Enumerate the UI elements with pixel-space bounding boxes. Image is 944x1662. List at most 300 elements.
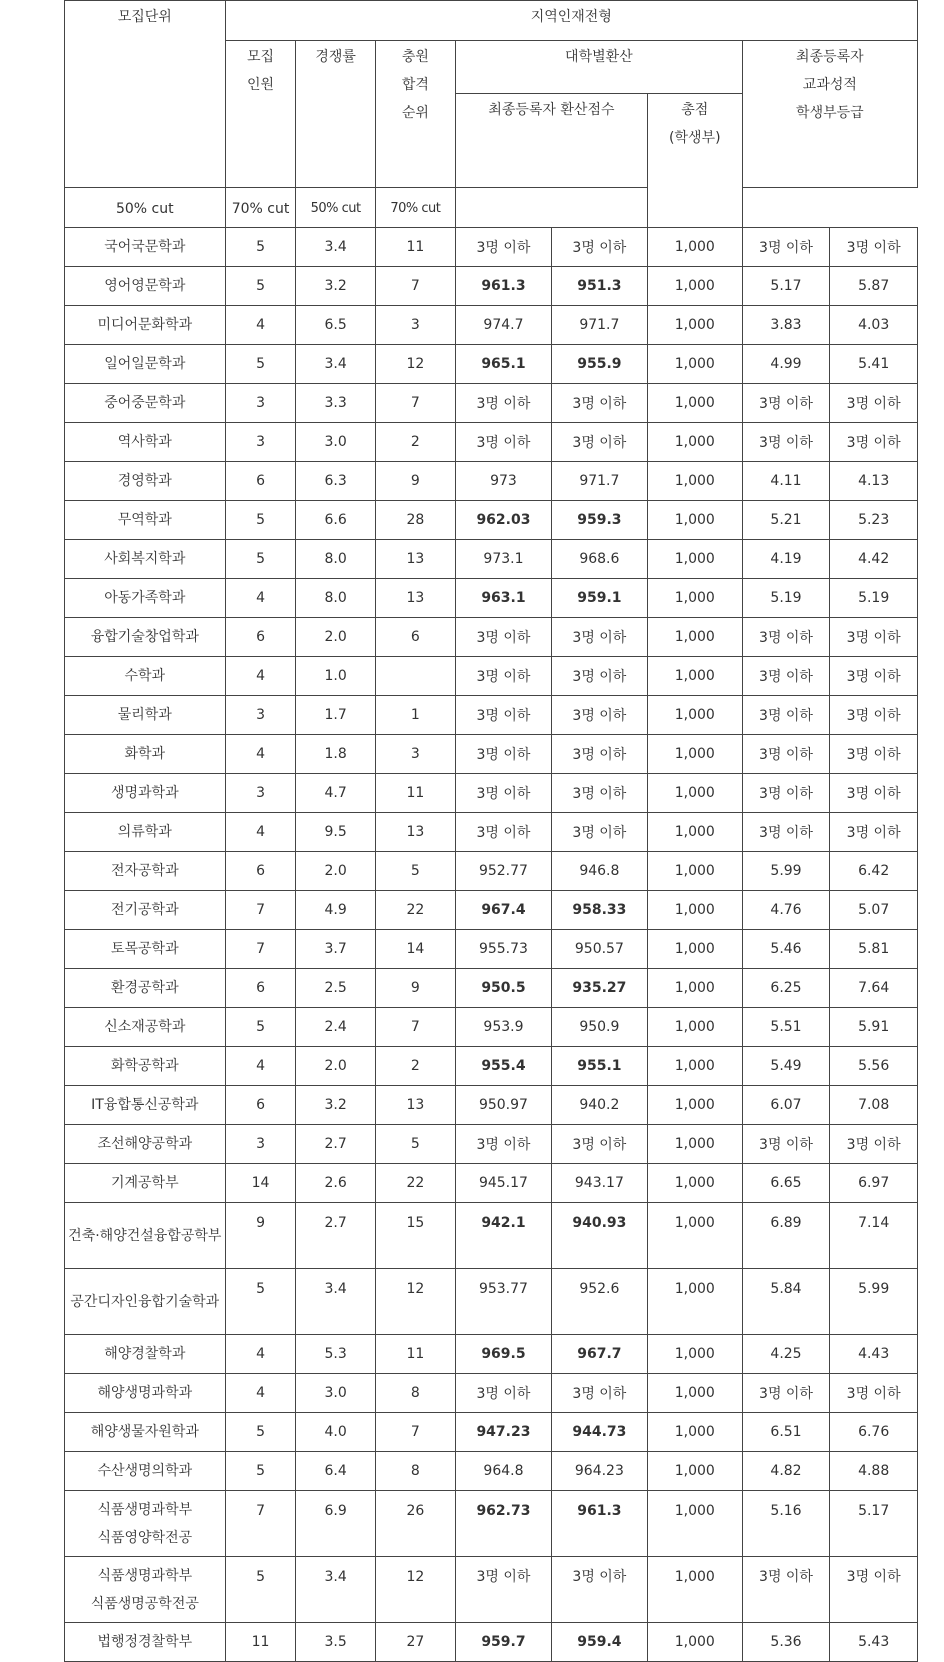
grade-50-cell: 6.89	[742, 1203, 830, 1269]
dept-cell: 의류학과	[65, 813, 226, 852]
score-70-cell: 3명 이하	[551, 423, 647, 462]
header-quota: 모집 인원	[225, 41, 296, 188]
score-50-cell: 963.1	[456, 579, 552, 618]
quota-cell: 4	[225, 813, 296, 852]
table-row	[65, 618, 918, 657]
quota-cell: 5	[225, 267, 296, 306]
score-70-cell: 940.93	[551, 1203, 647, 1269]
dept-cell: 식품생명과학부 식품생명공학전공	[65, 1557, 226, 1623]
table-row	[65, 1374, 918, 1413]
quota-cell: 4	[225, 579, 296, 618]
dept-cell: 법행정경찰학부	[65, 1623, 226, 1662]
total-cell: 1,000	[647, 1335, 742, 1374]
table-row	[65, 657, 918, 696]
score-50-cell: 950.5	[456, 969, 552, 1008]
grade-70-cell: 7.14	[830, 1203, 918, 1269]
waitlist-cell: 28	[375, 501, 455, 540]
dept-cell: 신소재공학과	[65, 1008, 226, 1047]
waitlist-cell: 27	[375, 1623, 455, 1662]
total-cell: 1,000	[647, 1164, 742, 1203]
dept-cell: 국어국문학과	[65, 228, 226, 267]
score-70-cell: 3명 이하	[551, 1374, 647, 1413]
grade-70-cell: 4.13	[830, 462, 918, 501]
grade-70-cell: 3명 이하	[830, 384, 918, 423]
table-row	[65, 1164, 918, 1203]
total-cell: 1,000	[647, 579, 742, 618]
grade-50-cell: 3명 이하	[742, 618, 830, 657]
grade-50-cell: 5.46	[742, 930, 830, 969]
quota-cell: 5	[225, 345, 296, 384]
grade-50-cell: 6.51	[742, 1413, 830, 1452]
quota-cell: 5	[225, 1452, 296, 1491]
grade-70-cell: 3명 이하	[830, 657, 918, 696]
dept-cell: 경영학과	[65, 462, 226, 501]
total-cell: 1,000	[647, 930, 742, 969]
waitlist-cell: 3	[375, 306, 455, 345]
grade-70-cell: 7.64	[830, 969, 918, 1008]
waitlist-cell: 9	[375, 462, 455, 501]
score-70-cell: 3명 이하	[551, 228, 647, 267]
dept-cell: 전자공학과	[65, 852, 226, 891]
table-row	[65, 774, 918, 813]
grade-70-cell: 5.23	[830, 501, 918, 540]
dept-cell: 토목공학과	[65, 930, 226, 969]
quota-cell: 6	[225, 852, 296, 891]
score-70-cell: 3명 이하	[551, 1125, 647, 1164]
grade-70-cell: 6.97	[830, 1164, 918, 1203]
score-50-cell: 953.9	[456, 1008, 552, 1047]
total-cell: 1,000	[647, 1491, 742, 1557]
competition-cell: 6.6	[296, 501, 375, 540]
grade-50-cell: 4.76	[742, 891, 830, 930]
quota-cell: 5	[225, 1008, 296, 1047]
grade-70-cell: 5.91	[830, 1008, 918, 1047]
score-50-cell: 945.17	[456, 1164, 552, 1203]
grade-70-cell: 3명 이하	[830, 813, 918, 852]
score-50-cell: 3명 이하	[456, 774, 552, 813]
score-70-cell: 959.1	[551, 579, 647, 618]
grade-70-cell: 3명 이하	[830, 1374, 918, 1413]
total-cell: 1,000	[647, 306, 742, 345]
table-row	[65, 891, 918, 930]
total-cell: 1,000	[647, 1203, 742, 1269]
score-50-cell: 965.1	[456, 345, 552, 384]
score-50-cell: 3명 이하	[456, 384, 552, 423]
quota-cell: 6	[225, 969, 296, 1008]
total-cell: 1,000	[647, 423, 742, 462]
quota-cell: 5	[225, 501, 296, 540]
grade-70-cell: 4.88	[830, 1452, 918, 1491]
table-row	[65, 423, 918, 462]
score-70-cell: 964.23	[551, 1452, 647, 1491]
table-row	[65, 852, 918, 891]
grade-50-cell: 3명 이하	[742, 423, 830, 462]
quota-cell: 3	[225, 774, 296, 813]
score-70-cell: 958.33	[551, 891, 647, 930]
competition-cell: 2.0	[296, 618, 375, 657]
grade-70-cell: 6.76	[830, 1413, 918, 1452]
header-total: 총점 (학생부)	[647, 94, 742, 228]
dept-cell: 공간디자인융합기술학과	[65, 1269, 226, 1335]
dept-cell: 일어일문학과	[65, 345, 226, 384]
competition-cell: 3.5	[296, 1623, 375, 1662]
score-50-cell: 942.1	[456, 1203, 552, 1269]
waitlist-cell: 9	[375, 969, 455, 1008]
score-70-cell: 3명 이하	[551, 774, 647, 813]
dept-cell: 수학과	[65, 657, 226, 696]
table-row	[65, 1086, 918, 1125]
waitlist-cell: 2	[375, 423, 455, 462]
admission-results-table-container	[64, 0, 918, 1662]
dept-cell: 조선해양공학과	[65, 1125, 226, 1164]
waitlist-cell: 1	[375, 696, 455, 735]
score-50-cell: 973	[456, 462, 552, 501]
score-70-cell: 943.17	[551, 1164, 647, 1203]
score-70-cell: 971.7	[551, 306, 647, 345]
score-70-cell: 950.9	[551, 1008, 647, 1047]
competition-cell: 1.8	[296, 735, 375, 774]
score-70-cell: 955.1	[551, 1047, 647, 1086]
score-70-cell: 946.8	[551, 852, 647, 891]
score-70-cell: 967.7	[551, 1335, 647, 1374]
grade-50-cell: 4.25	[742, 1335, 830, 1374]
total-cell: 1,000	[647, 852, 742, 891]
competition-cell: 6.5	[296, 306, 375, 345]
total-cell: 1,000	[647, 1374, 742, 1413]
grade-50-cell: 4.82	[742, 1452, 830, 1491]
admission-results-table	[64, 0, 918, 1662]
grade-70-cell: 5.56	[830, 1047, 918, 1086]
competition-cell: 9.5	[296, 813, 375, 852]
total-cell: 1,000	[647, 1047, 742, 1086]
table-row	[65, 1557, 918, 1623]
table-row	[65, 930, 918, 969]
grade-50-cell: 5.51	[742, 1008, 830, 1047]
quota-cell: 3	[225, 384, 296, 423]
competition-cell: 3.3	[296, 384, 375, 423]
quota-cell: 14	[225, 1164, 296, 1203]
grade-70-cell: 6.42	[830, 852, 918, 891]
table-row	[65, 969, 918, 1008]
grade-50-cell: 5.16	[742, 1491, 830, 1557]
score-70-cell: 3명 이하	[551, 1557, 647, 1623]
waitlist-cell: 12	[375, 345, 455, 384]
table-row	[65, 1047, 918, 1086]
quota-cell: 5	[225, 228, 296, 267]
score-50-cell: 3명 이하	[456, 1125, 552, 1164]
score-50-cell: 3명 이하	[456, 618, 552, 657]
grade-70-cell: 5.81	[830, 930, 918, 969]
grade-70-cell: 3명 이하	[830, 228, 918, 267]
grade-50-cell: 5.21	[742, 501, 830, 540]
quota-cell: 4	[225, 1335, 296, 1374]
competition-cell: 3.7	[296, 930, 375, 969]
competition-cell: 6.4	[296, 1452, 375, 1491]
score-70-cell: 3명 이하	[551, 384, 647, 423]
table-row	[65, 579, 918, 618]
table-row	[65, 228, 918, 267]
waitlist-cell: 15	[375, 1203, 455, 1269]
total-cell: 1,000	[647, 1125, 742, 1164]
table-row	[65, 1623, 918, 1662]
total-cell: 1,000	[647, 891, 742, 930]
table-row	[65, 462, 918, 501]
competition-cell: 1.7	[296, 696, 375, 735]
score-50-cell: 973.1	[456, 540, 552, 579]
grade-70-cell: 3명 이하	[830, 696, 918, 735]
grade-50-cell: 5.84	[742, 1269, 830, 1335]
competition-cell: 3.4	[296, 1269, 375, 1335]
waitlist-cell: 22	[375, 1164, 455, 1203]
waitlist-cell: 7	[375, 1413, 455, 1452]
table-row	[65, 1008, 918, 1047]
dept-cell: 융합기술창업학과	[65, 618, 226, 657]
total-cell: 1,000	[647, 384, 742, 423]
total-cell: 1,000	[647, 1557, 742, 1623]
quota-cell: 3	[225, 696, 296, 735]
header-unit: 모집단위	[65, 1, 226, 188]
score-50-cell: 964.8	[456, 1452, 552, 1491]
table-row	[65, 1203, 918, 1269]
score-70-cell: 951.3	[551, 267, 647, 306]
score-70-cell: 944.73	[551, 1413, 647, 1452]
competition-cell: 3.0	[296, 423, 375, 462]
dept-cell: 무역학과	[65, 501, 226, 540]
grade-50-cell: 3명 이하	[742, 1557, 830, 1623]
competition-cell: 2.0	[296, 852, 375, 891]
grade-50-cell: 4.11	[742, 462, 830, 501]
total-cell: 1,000	[647, 618, 742, 657]
table-row	[65, 501, 918, 540]
quota-cell: 11	[225, 1623, 296, 1662]
grade-70-cell: 5.41	[830, 345, 918, 384]
table-body	[65, 228, 918, 1662]
competition-cell: 3.2	[296, 267, 375, 306]
competition-cell: 2.7	[296, 1203, 375, 1269]
grade-50-cell: 5.17	[742, 267, 830, 306]
table-row	[65, 735, 918, 774]
competition-cell: 8.0	[296, 579, 375, 618]
dept-cell: 화학공학과	[65, 1047, 226, 1086]
grade-50-cell: 3명 이하	[742, 1125, 830, 1164]
score-50-cell: 955.4	[456, 1047, 552, 1086]
grade-70-cell: 5.19	[830, 579, 918, 618]
waitlist-cell: 7	[375, 267, 455, 306]
table-row	[65, 1452, 918, 1491]
header-cut50-score: 50% cut	[65, 188, 226, 228]
score-70-cell: 3명 이하	[551, 696, 647, 735]
dept-cell: 사회복지학과	[65, 540, 226, 579]
competition-cell: 2.4	[296, 1008, 375, 1047]
grade-50-cell: 5.36	[742, 1623, 830, 1662]
table-row	[65, 1269, 918, 1335]
competition-cell: 4.9	[296, 891, 375, 930]
dept-cell: 화학과	[65, 735, 226, 774]
waitlist-cell: 3	[375, 735, 455, 774]
waitlist-cell: 7	[375, 1008, 455, 1047]
grade-50-cell: 3명 이하	[742, 696, 830, 735]
score-70-cell: 3명 이하	[551, 657, 647, 696]
score-50-cell: 947.23	[456, 1413, 552, 1452]
header-track: 지역인재전형	[225, 1, 917, 41]
grade-50-cell: 5.19	[742, 579, 830, 618]
competition-cell: 4.7	[296, 774, 375, 813]
dept-cell: 전기공학과	[65, 891, 226, 930]
score-70-cell: 3명 이하	[551, 735, 647, 774]
quota-cell: 4	[225, 735, 296, 774]
quota-cell: 6	[225, 1086, 296, 1125]
competition-cell: 3.4	[296, 345, 375, 384]
waitlist-cell: 12	[375, 1557, 455, 1623]
total-cell: 1,000	[647, 1623, 742, 1662]
dept-cell: 영어영문학과	[65, 267, 226, 306]
score-70-cell: 3명 이하	[551, 618, 647, 657]
grade-70-cell: 3명 이하	[830, 774, 918, 813]
waitlist-cell: 13	[375, 1086, 455, 1125]
dept-cell: 물리학과	[65, 696, 226, 735]
dept-cell: 기계공학부	[65, 1164, 226, 1203]
grade-50-cell: 3.83	[742, 306, 830, 345]
total-cell: 1,000	[647, 462, 742, 501]
score-50-cell: 3명 이하	[456, 228, 552, 267]
total-cell: 1,000	[647, 1413, 742, 1452]
dept-cell: 아동가족학과	[65, 579, 226, 618]
grade-50-cell: 6.07	[742, 1086, 830, 1125]
waitlist-cell: 13	[375, 813, 455, 852]
competition-cell: 1.0	[296, 657, 375, 696]
competition-cell: 5.3	[296, 1335, 375, 1374]
score-50-cell: 974.7	[456, 306, 552, 345]
dept-cell: 해양생물자원학과	[65, 1413, 226, 1452]
dept-cell: 역사학과	[65, 423, 226, 462]
score-70-cell: 971.7	[551, 462, 647, 501]
score-50-cell: 961.3	[456, 267, 552, 306]
grade-50-cell: 3명 이하	[742, 774, 830, 813]
competition-cell: 3.2	[296, 1086, 375, 1125]
quota-cell: 7	[225, 891, 296, 930]
score-50-cell: 3명 이하	[456, 813, 552, 852]
score-50-cell: 3명 이하	[456, 657, 552, 696]
total-cell: 1,000	[647, 345, 742, 384]
dept-cell: 생명과학과	[65, 774, 226, 813]
waitlist-cell: 12	[375, 1269, 455, 1335]
quota-cell: 5	[225, 1413, 296, 1452]
grade-50-cell: 4.99	[742, 345, 830, 384]
total-cell: 1,000	[647, 735, 742, 774]
competition-cell: 2.5	[296, 969, 375, 1008]
total-cell: 1,000	[647, 696, 742, 735]
total-cell: 1,000	[647, 1269, 742, 1335]
score-50-cell: 962.73	[456, 1491, 552, 1557]
competition-cell: 8.0	[296, 540, 375, 579]
grade-50-cell: 3명 이하	[742, 228, 830, 267]
table-row	[65, 267, 918, 306]
total-cell: 1,000	[647, 1086, 742, 1125]
quota-cell: 7	[225, 930, 296, 969]
grade-50-cell: 3명 이하	[742, 384, 830, 423]
table-row	[65, 384, 918, 423]
table-row	[65, 540, 918, 579]
quota-cell: 4	[225, 1374, 296, 1413]
grade-70-cell: 3명 이하	[830, 735, 918, 774]
waitlist-cell: 6	[375, 618, 455, 657]
quota-cell: 4	[225, 657, 296, 696]
score-50-cell: 3명 이하	[456, 696, 552, 735]
grade-70-cell: 5.87	[830, 267, 918, 306]
waitlist-cell: 13	[375, 540, 455, 579]
competition-cell: 6.9	[296, 1491, 375, 1557]
total-cell: 1,000	[647, 657, 742, 696]
table-row	[65, 345, 918, 384]
dept-cell: 식품생명과학부 식품영양학전공	[65, 1491, 226, 1557]
score-70-cell: 952.6	[551, 1269, 647, 1335]
quota-cell: 4	[225, 1047, 296, 1086]
score-70-cell: 950.57	[551, 930, 647, 969]
header-cut50-grade: 50% cut	[296, 188, 375, 228]
grade-70-cell: 5.07	[830, 891, 918, 930]
grade-70-cell: 3명 이하	[830, 423, 918, 462]
waitlist-cell: 14	[375, 930, 455, 969]
quota-cell: 4	[225, 306, 296, 345]
total-cell: 1,000	[647, 1008, 742, 1047]
score-50-cell: 953.77	[456, 1269, 552, 1335]
grade-50-cell: 3명 이하	[742, 1374, 830, 1413]
grade-70-cell: 4.03	[830, 306, 918, 345]
competition-cell: 2.7	[296, 1125, 375, 1164]
waitlist-cell	[375, 657, 455, 696]
dept-cell: IT융합통신공학과	[65, 1086, 226, 1125]
waitlist-cell: 7	[375, 384, 455, 423]
dept-cell: 중어중문학과	[65, 384, 226, 423]
quota-cell: 5	[225, 1269, 296, 1335]
quota-cell: 5	[225, 1557, 296, 1623]
header-cut70-grade: 70% cut	[375, 188, 455, 228]
grade-50-cell: 3명 이하	[742, 657, 830, 696]
competition-cell: 4.0	[296, 1413, 375, 1452]
grade-50-cell: 5.49	[742, 1047, 830, 1086]
score-70-cell: 3명 이하	[551, 813, 647, 852]
total-cell: 1,000	[647, 969, 742, 1008]
grade-70-cell: 3명 이하	[830, 618, 918, 657]
waitlist-cell: 8	[375, 1452, 455, 1491]
table-row	[65, 306, 918, 345]
grade-70-cell: 5.17	[830, 1491, 918, 1557]
grade-50-cell: 4.19	[742, 540, 830, 579]
competition-cell: 2.0	[296, 1047, 375, 1086]
quota-cell: 9	[225, 1203, 296, 1269]
grade-70-cell: 4.43	[830, 1335, 918, 1374]
grade-50-cell: 5.99	[742, 852, 830, 891]
waitlist-cell: 11	[375, 774, 455, 813]
grade-50-cell: 6.65	[742, 1164, 830, 1203]
total-cell: 1,000	[647, 1452, 742, 1491]
score-50-cell: 3명 이하	[456, 1557, 552, 1623]
score-50-cell: 969.5	[456, 1335, 552, 1374]
grade-70-cell: 3명 이하	[830, 1557, 918, 1623]
score-70-cell: 935.27	[551, 969, 647, 1008]
waitlist-cell: 11	[375, 1335, 455, 1374]
competition-cell: 3.4	[296, 228, 375, 267]
waitlist-cell: 5	[375, 1125, 455, 1164]
header-competition: 경쟁률	[296, 41, 375, 188]
competition-cell: 2.6	[296, 1164, 375, 1203]
waitlist-cell: 2	[375, 1047, 455, 1086]
grade-70-cell: 5.99	[830, 1269, 918, 1335]
waitlist-cell: 5	[375, 852, 455, 891]
score-50-cell: 952.77	[456, 852, 552, 891]
score-70-cell: 968.6	[551, 540, 647, 579]
score-50-cell: 3명 이하	[456, 735, 552, 774]
